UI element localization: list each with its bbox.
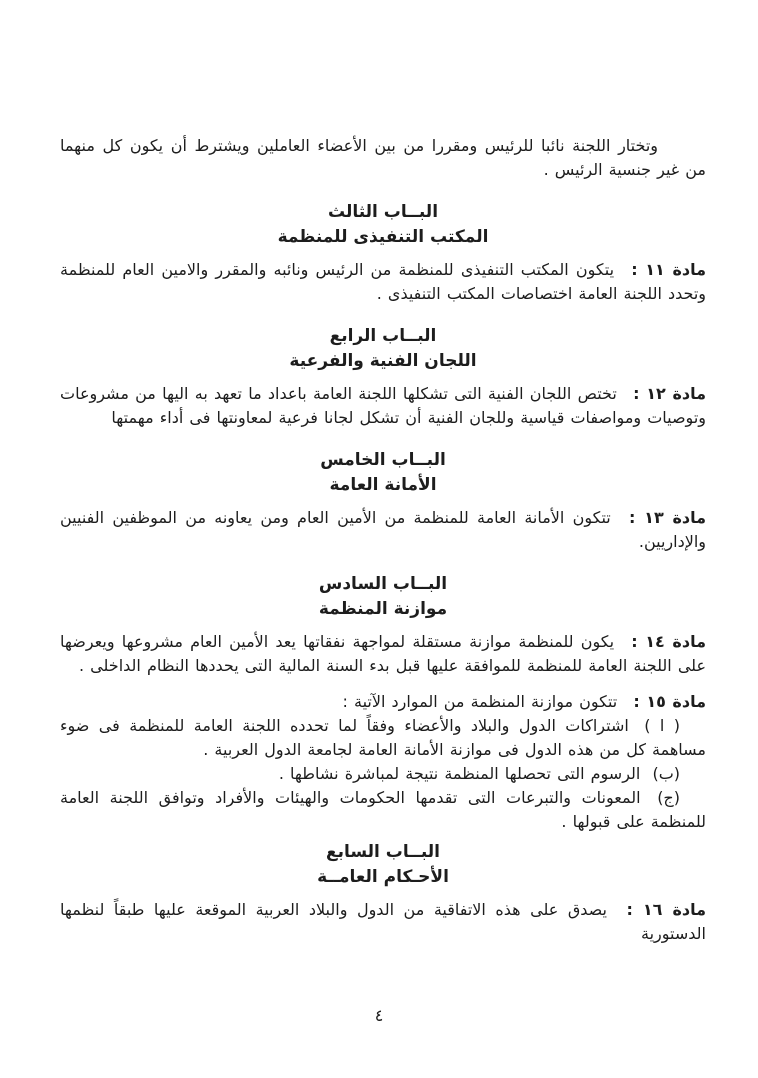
chapter-subtitle: موازنة المنظمة <box>318 599 448 619</box>
chapter-title: البــاب الثالث <box>327 202 439 222</box>
budget-item-b-marker: (ب) <box>652 764 680 783</box>
article-11-label: مادة ١١ : <box>631 260 707 279</box>
budget-item-c <box>60 786 706 834</box>
article-16-text: يصدق على هذه الاتفاقية من الدول والبلاد العربية الموقعة عليها طبقاً لنظمها الدستورية <box>60 900 706 943</box>
budget-items-list <box>60 714 706 834</box>
article-14 <box>60 630 706 678</box>
article-11 <box>60 258 706 306</box>
article-15-text: تتكون موازنة المنظمة من الموارد الآتية : <box>342 692 618 711</box>
article-15-label: مادة ١٥ : <box>633 692 706 711</box>
chapter-subtitle: المكتب التنفيذى للمنظمة <box>277 227 489 247</box>
budget-item-a-text: اشتراكات الدول والبلاد والأعضاء وفقاً لما تحدده اللجنة العامة للمنظمة فى ضوء مساهمة كل من هذه الدول فى موازنة الأمانة العامة لجامعة الدول العربية . <box>60 716 706 759</box>
budget-item-c-marker: (ج) <box>657 788 680 807</box>
budget-item-c-text: المعونات والتبرعات التى تقدمها الحكومات والهيئات والأفراد وتوافق اللجنة العامة للمنظمة على قبولها . <box>60 788 706 831</box>
chapter-heading-fifth <box>60 448 706 498</box>
article-16-label: مادة ١٦ : <box>626 900 707 919</box>
budget-item-a-marker: ( ا ) <box>644 716 680 735</box>
article-13-text: تتكون الأمانة العامة للمنظمة من الأمين العام ومن يعاونه من الموظفين الفنيين والإداريين. <box>60 508 706 551</box>
chapter-title: البــاب السادس <box>318 574 448 594</box>
article-16 <box>60 898 706 946</box>
article-12-text: تختص اللجان الفنية التى تشكلها اللجنة العامة باعداد ما تعهد به اليها من مشروعات وتوصيات ومواصفات قياسية وللجان الفنية أن تشكل لجانا فرعية لمعاونتها فى أداء مهمتها <box>60 384 706 427</box>
article-12-label: مادة ١٢ : <box>633 384 707 403</box>
chapter-title: البــاب الرابع <box>329 326 437 346</box>
budget-item-a <box>60 714 706 762</box>
article-13-label: مادة ١٣ : <box>629 508 707 527</box>
article-12 <box>60 382 706 430</box>
article-14-label: مادة ١٤ : <box>631 632 706 651</box>
chapter-subtitle: الأحـكام العامــة <box>317 867 449 887</box>
chapter-heading-third <box>60 200 706 250</box>
article-14-text: يكون للمنظمة موازنة مستقلة لمواجهة نفقاتها يعد الأمين العام مشروعها ويعرضها على اللجنة العامة للمنظمة للموافقة عليها قبل بدء السنة المالية التى يحددها النظام الداخلى . <box>60 632 706 675</box>
intro-paragraph: وتختار اللجنة نائبا للرئيس ومقررا من بين الأعضاء العاملين ويشترط أن يكون كل منهما من غير جنسية الرئيس . <box>60 136 706 179</box>
page-number: ٤ <box>374 1006 384 1025</box>
article-15 <box>60 690 706 714</box>
budget-item-b-text: الرسوم التى تحصلها المنظمة نتيجة لمباشرة نشاطها . <box>278 764 641 783</box>
page-content <box>60 0 706 946</box>
budget-item-b <box>60 762 706 786</box>
chapter-title: البــاب السابع <box>325 842 441 862</box>
chapter-subtitle: الأمانة العامة <box>329 475 437 495</box>
article-13 <box>60 506 706 554</box>
article-11-text: يتكون المكتب التنفيذى للمنظمة من الرئيس ونائبه والمقرر والامين العام للمنظمة وتحدد اللجنة العامة اختصاصات المكتب التنفيذى . <box>60 260 706 303</box>
chapter-heading-seventh <box>60 840 706 890</box>
chapter-heading-sixth <box>60 572 706 622</box>
chapter-subtitle: اللجان الفنية والفرعية <box>289 351 477 371</box>
chapter-title: البــاب الخامس <box>320 450 446 470</box>
chapter-heading-fourth <box>60 324 706 374</box>
